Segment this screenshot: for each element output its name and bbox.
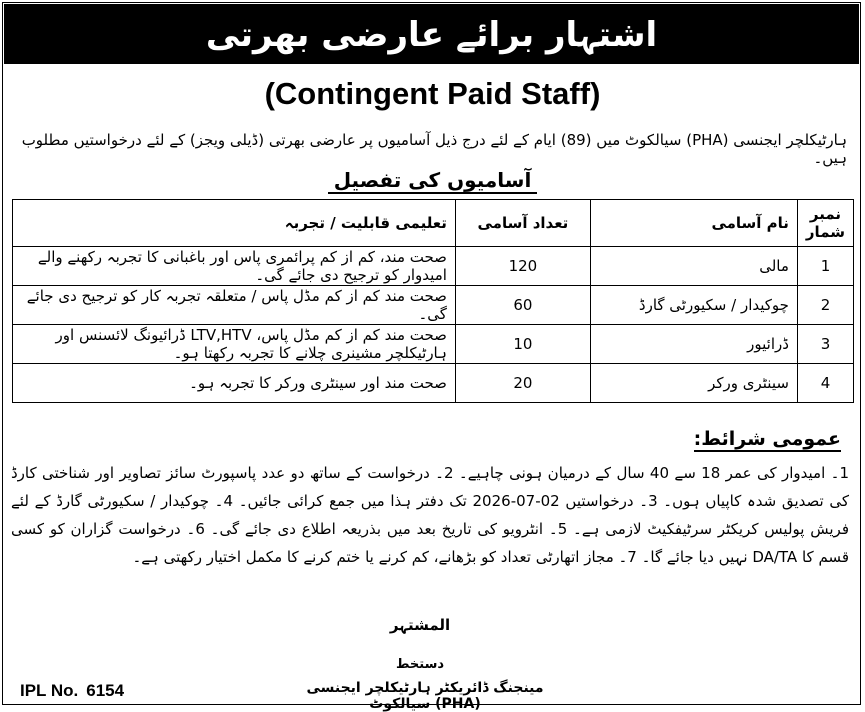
- ipl-number-block: [20, 681, 124, 701]
- signature-label: دستخط: [395, 657, 445, 672]
- row-qualification: صحت مند کم از کم مڈل پاس / متعلقہ تجربہ کار کو ترجیح دی جائے گی۔: [13, 286, 456, 325]
- posts-table: [12, 199, 854, 403]
- table-row: [13, 325, 854, 364]
- table-header-row: [13, 200, 854, 247]
- row-count: 20: [455, 364, 590, 403]
- row-no: 3: [797, 325, 853, 364]
- ipl-label: IPL No.: [20, 681, 79, 700]
- row-qualification: صحت مند اور سینٹری ورکر کا تجربہ ہو۔: [13, 364, 456, 403]
- col-header-count: تعداد آسامی: [455, 200, 590, 247]
- advertiser-label: المشتہر: [389, 616, 451, 634]
- posts-section-heading: [0, 168, 865, 192]
- row-name: سینٹری ورکر: [590, 364, 797, 403]
- row-qualification: صحت مند، کم از کم پرائمری پاس اور باغبانی کا تجربہ رکھنے والے امیدوار کو ترجیح دی جائے گی۔: [13, 247, 456, 286]
- signatory-name: مینجنگ ڈائریکٹر ہارٹیکلچر ایجنسی (PHA) سیالکوٹ: [306, 680, 544, 712]
- row-name: مالی: [590, 247, 797, 286]
- table-row: [13, 247, 854, 286]
- row-name: ڈرائیور: [590, 325, 797, 364]
- row-no: 1: [797, 247, 853, 286]
- conditions-text: 1۔ امیدوار کی عمر 18 سے 40 سال کے درمیان ہونی چاہیے۔ 2۔ درخواست کے ساتھ دو عدد پاسپورٹ سائز تصاویر اور شناختی کارڈ کی تصدیق شدہ کاپیاں ہوں۔ 3۔ درخواستیں 02-07-2026 تک دفتر ہذا میں جمع کرائی جائیں۔ 4۔ چوکیدار / سکیورٹی گارڈ کے لئے فریش پولیس کریکٹر سرٹیفکیٹ لازمی ہے۔ 5۔ انٹرویو کی تاریخ بعد میں بذریعہ اطلاع دی جائے گی۔ 6۔ درخواست گزاران کو کسی قسم کا DA/TA نہیں دیا جائے گا۔ 7۔ مجاز اتھارٹی تعداد کو بڑھانے، کم کرنے یا ختم کرنے کا مکمل اختیار رکھتی ہے۔: [11, 464, 850, 566]
- posts-heading-text: آسامیوں کی تفصیل: [328, 168, 538, 194]
- conditions-heading: [694, 428, 841, 450]
- row-no: 4: [797, 364, 853, 403]
- table-row: [13, 286, 854, 325]
- row-no: 2: [797, 286, 853, 325]
- advertisement-title: اشتہار برائے عارضی بھرتی: [4, 4, 859, 64]
- col-header-name: نام آسامی: [590, 200, 797, 247]
- row-name: چوکیدار / سکیورٹی گارڈ: [590, 286, 797, 325]
- row-count: 120: [455, 247, 590, 286]
- col-header-no: نمبر شمار: [797, 200, 853, 247]
- ipl-number: 6154: [86, 681, 125, 700]
- conditions-heading-text: عمومی شرائط:: [693, 428, 841, 450]
- advertisement-subtitle: (Contingent Paid Staff): [264, 76, 601, 111]
- col-header-qualification: تعلیمی قابلیت / تجربہ: [13, 200, 456, 247]
- row-qualification: صحت مند کم از کم مڈل پاس، LTV,HTV ڈرائیونگ لائسنس اور ہارٹیکلچر مشینری چلانے کا تجربہ رکھتا ہو۔: [13, 325, 456, 364]
- table-row: [13, 364, 854, 403]
- intro-paragraph: ہارٹیکلچر ایجنسی (PHA) سیالکوٹ میں (89) ایام کے لئے درج ذیل آسامیوں پر عارضی بھرتی (ڈیلی ویجز) کے لئے درخواستیں مطلوب ہیں۔: [21, 131, 847, 167]
- row-count: 10: [455, 325, 590, 364]
- row-count: 60: [455, 286, 590, 325]
